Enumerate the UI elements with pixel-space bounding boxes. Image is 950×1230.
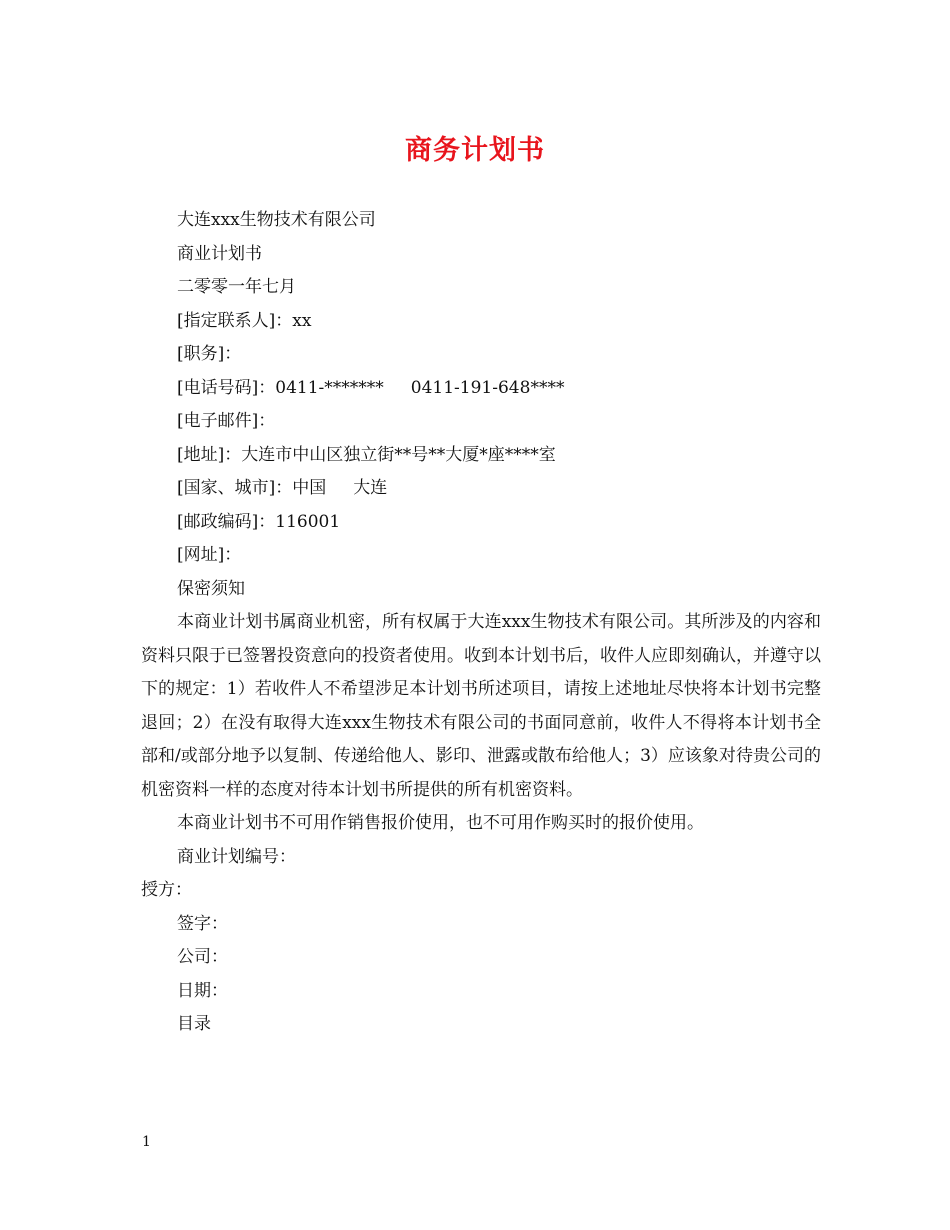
doc-date: 二零零一年七月 [177, 277, 296, 297]
contact-person: [指定联系人]：xx [177, 310, 312, 331]
company-label: 公司： [177, 947, 228, 967]
confidentiality-paragraph: 本商业计划书属商业机密，所有权属于大连xxx生物技术有限公司。其所涉及的内容和资料只限于已签署投资意向的投资者使用。收到本计划书后，收件人应即刻确认，并遵守以下的规定：1）若收件人不希望涉足本计划书所述项目，请按上述地址尽快将本计划书完整退回；2）在没有取得大连xxx生物技术有限公司的书面同意前，收件人不得将本计划书全部和/或部分地予以复制、传递给他人、影印、泄露或散布给他人；3）应该象对待贵公司的机密资料一样的态度对待本计划书所提供的所有机密资料。 [141, 612, 821, 800]
usage-paragraph: 本商业计划书不可用作销售报价使用，也不可用作购买时的报价使用。 [177, 813, 704, 833]
page-title: 商务计划书 [405, 135, 545, 166]
website: [网址]： [177, 545, 242, 565]
grantee-label: 授方： [141, 880, 192, 900]
confidentiality-heading: 保密须知 [177, 578, 245, 599]
phone-number: [电话号码]：0411-******* 0411-191-648**** [177, 377, 565, 398]
doc-type: 商业计划书 [177, 243, 262, 264]
company-name: 大连xxx生物技术有限公司 [177, 210, 376, 230]
country-city: [国家、城市]：中国 大连 [177, 478, 388, 498]
address: [地址]：大连市中山区独立街**号**大厦*座****室 [177, 444, 556, 465]
signature-label: 签字： [177, 913, 228, 934]
date-label: 日期： [177, 980, 228, 1001]
toc-label: 目录 [177, 1014, 211, 1034]
job-title: [职务]： [177, 344, 242, 364]
page-number: 1 [142, 1134, 151, 1150]
plan-number-label: 商业计划编号： [177, 846, 296, 867]
document-body [141, 204, 821, 1042]
email: [电子邮件]： [177, 411, 276, 431]
postal-code: [邮政编码]：116001 [177, 511, 341, 532]
